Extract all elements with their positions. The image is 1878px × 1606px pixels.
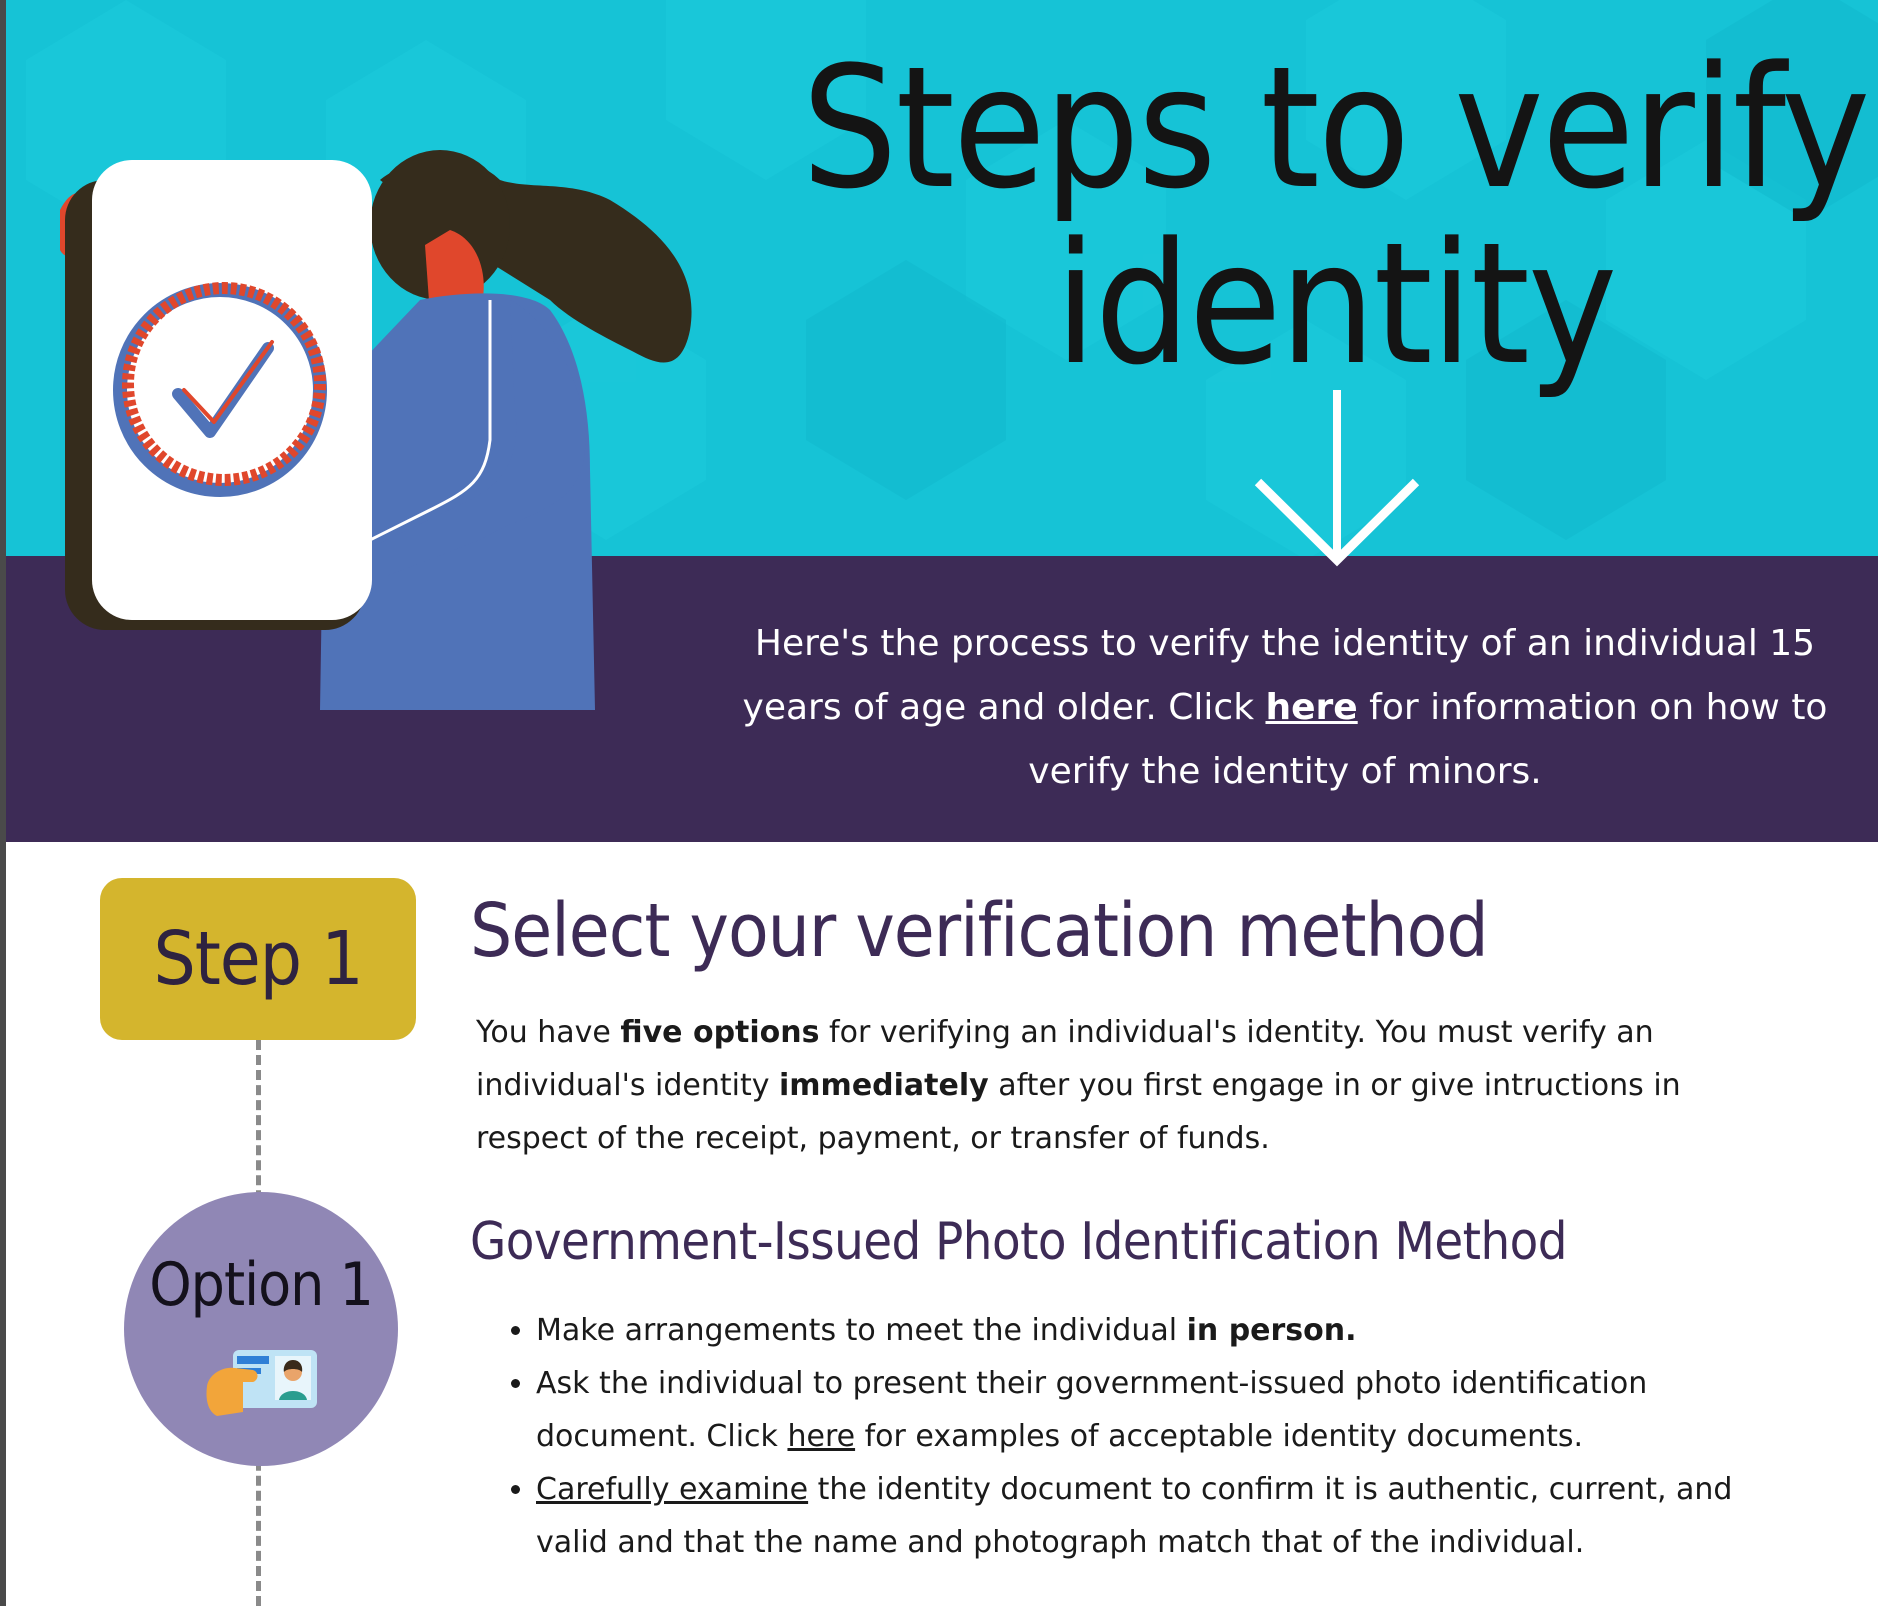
option-1-label: Option 1 — [149, 1250, 373, 1320]
list-item — [536, 1304, 1766, 1357]
page-title — [760, 30, 1878, 402]
bullet-3-text: the identity document to confirm it is authentic, current, and valid and that the name and photograph match that of the individual. — [536, 1472, 1733, 1560]
option-1-title: Government-Issued Photo Identification Method — [470, 1212, 1567, 1272]
bullet-1-bold: in person. — [1186, 1313, 1357, 1348]
step-1-text-2: for verifying an individual's identity. You must verify an individual's identity — [476, 1015, 1654, 1103]
step-1-text-3: after you first engage in or give intructions in respect of the receipt, payment, or transfer of funds. — [476, 1068, 1681, 1156]
intro-text-part2: for information on how to verify the identity of minors. — [1028, 687, 1828, 792]
step-1-label: Step 1 — [153, 916, 363, 1002]
person-holding-checkmark-card — [50, 150, 710, 720]
list-item — [536, 1463, 1766, 1569]
carefully-examine-link[interactable]: Carefully examine — [536, 1472, 809, 1507]
list-item — [536, 1357, 1766, 1463]
step-1-title: Select your verification method — [470, 888, 1488, 974]
documents-link[interactable]: here — [787, 1419, 856, 1454]
bullet-1-text: Make arrangements to meet the individual — [536, 1313, 1187, 1348]
step-1-bold-1: five options — [620, 1015, 820, 1050]
step-1-description — [476, 1006, 1696, 1165]
step-1-bold-2: immediately — [779, 1068, 989, 1103]
intro-text-part1: Here's the process to verify the identity of an individual 15 years of age and older. Click — [742, 623, 1816, 728]
arrow-down-icon — [1252, 390, 1422, 570]
option-1-badge — [124, 1192, 398, 1466]
title-line-1: Steps to verify — [801, 30, 1869, 226]
option-1-steps — [494, 1304, 1766, 1569]
step-1-text-1: You have — [476, 1015, 621, 1050]
step-1-badge — [100, 878, 416, 1040]
id-card-icon — [203, 1346, 321, 1418]
bullet-2-text: Ask the individual to present their government-issued photo identification document. Click — [536, 1366, 1648, 1454]
intro-text — [730, 612, 1840, 804]
title-line-2: identity — [1054, 206, 1616, 402]
bullet-2-text-2: for examples of acceptable identity documents. — [855, 1419, 1584, 1454]
minors-link[interactable]: here — [1265, 687, 1358, 728]
